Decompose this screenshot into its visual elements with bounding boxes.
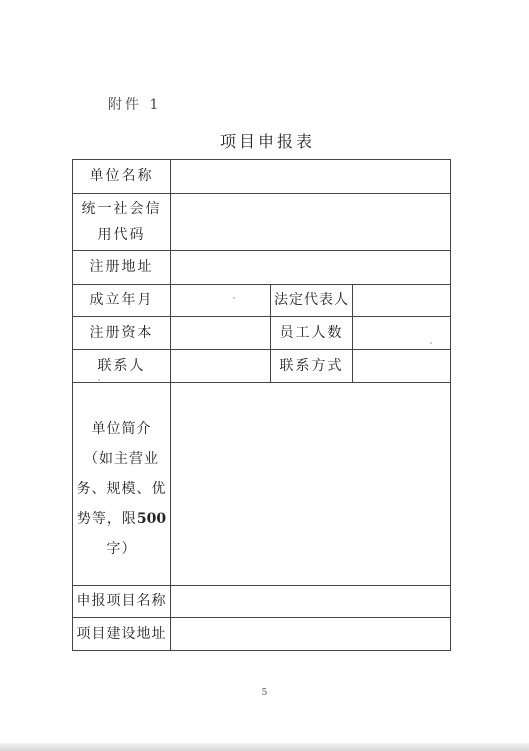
row-project-name [73,586,451,618]
label-credit-code: 统一社会信用代码 [73,194,171,251]
scan-speck [233,297,235,299]
field-unit-profile[interactable] [171,383,451,586]
label-registered-address: 注册地址 [73,251,171,285]
attachment-label: 附件 1 [108,97,162,113]
profile-line-4 [73,504,170,534]
profile-line-5: 字） [106,541,137,557]
row-unit-profile [73,383,451,586]
field-employee-count[interactable] [353,317,451,350]
row-project-address [73,618,451,651]
field-contact-method[interactable] [353,350,451,383]
field-established-date[interactable] [171,285,271,317]
field-registered-capital[interactable] [171,317,271,350]
field-legal-representative[interactable] [353,285,451,317]
field-contact-person[interactable] [171,350,271,383]
scan-speck [98,379,100,381]
row-unit-name [73,160,451,194]
scan-speck [430,342,432,344]
application-form-table [72,159,451,651]
label-unit-profile [73,383,171,586]
profile-line-2: （如主营业 [84,451,159,467]
label-registered-capital: 注册资本 [73,317,171,350]
field-project-address[interactable] [171,618,451,651]
form-title: 项目申报表 [219,132,315,151]
row-credit-code [73,194,451,251]
label-project-address: 项目建设地址 [73,618,171,651]
label-employee-count: 员工人数 [271,317,353,350]
profile-limit-number: 500 [136,511,167,527]
field-unit-name[interactable] [171,160,451,194]
label-unit-name: 单位名称 [73,160,171,194]
label-contact-method: 联系方式 [271,350,353,383]
profile-line-3: 务、规模、优 [76,481,167,497]
scan-edge-shade [0,743,529,751]
field-project-name[interactable] [171,586,451,618]
row-established-date [73,285,451,317]
field-credit-code[interactable] [171,194,451,251]
page-number: 5 [261,688,268,698]
row-registered-capital [73,317,451,350]
label-project-name: 申报项目名称 [73,586,171,618]
profile-line-4-prefix: 势等，限 [76,511,137,527]
field-registered-address[interactable] [171,251,451,285]
label-legal-representative: 法定代表人 [271,285,353,317]
label-established-date: 成立年月 [73,285,171,317]
row-contact [73,350,451,383]
profile-line-1: 单位简介 [91,421,152,437]
row-registered-address [73,251,451,285]
label-contact-person: 联系人 [73,350,171,383]
